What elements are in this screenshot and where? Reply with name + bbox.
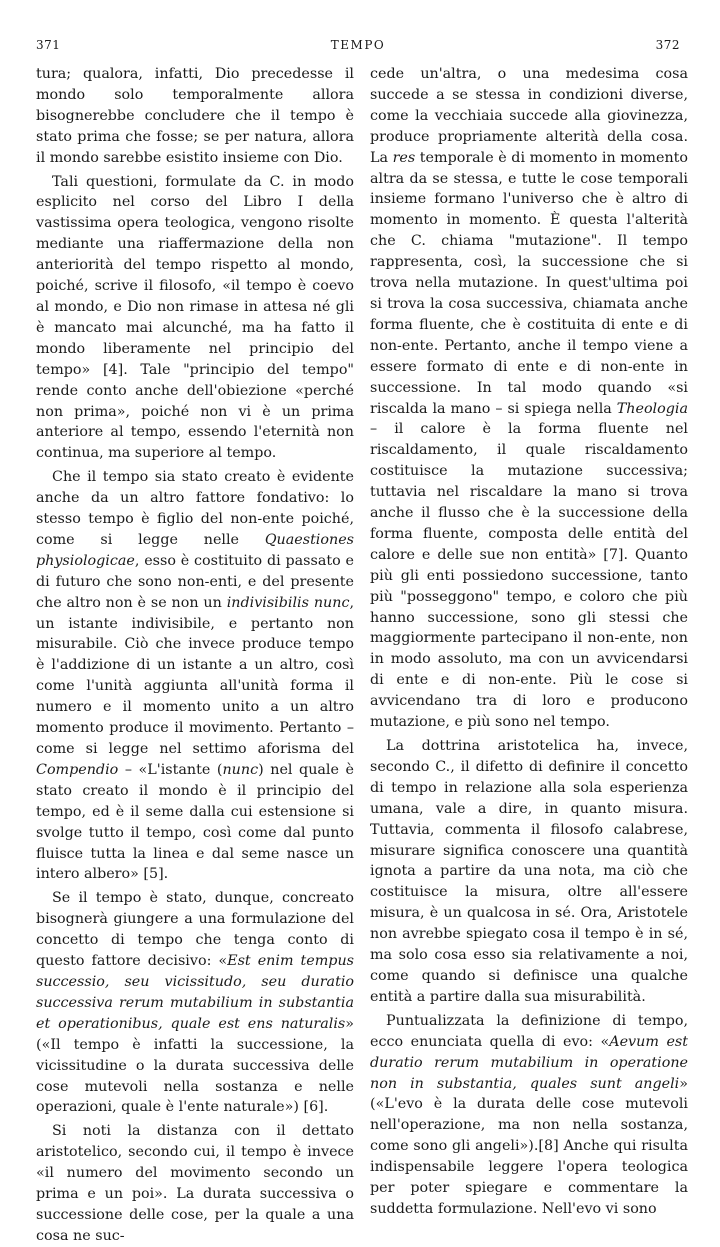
text-run: – «L'istante ( bbox=[118, 761, 223, 778]
paragraph bbox=[36, 888, 354, 1118]
running-title: TEMPO bbox=[330, 38, 386, 52]
paragraph bbox=[36, 172, 354, 465]
paragraph bbox=[36, 1121, 354, 1246]
italic-run: Quaestiones physiologicae bbox=[36, 531, 354, 569]
italic-run: Theologia bbox=[616, 400, 688, 417]
text-column-right bbox=[370, 64, 688, 1220]
paragraph bbox=[370, 736, 688, 1008]
running-header bbox=[36, 38, 680, 58]
page-number-left: 371 bbox=[36, 38, 61, 52]
text-run: Puntualizzata la definizione di tempo, ecco enunciata quella di evo: « bbox=[370, 1012, 688, 1050]
paragraph bbox=[370, 64, 688, 733]
page-number-right: 372 bbox=[655, 38, 680, 52]
text-column-left bbox=[36, 64, 354, 1247]
italic-run: res bbox=[392, 149, 416, 166]
italic-run: indivisibilis nunc bbox=[226, 594, 350, 611]
paragraph bbox=[370, 1011, 688, 1220]
text-run: Si noti la distanza con il dettato aristotelico, secondo cui, il tempo è invece «il numero del movimento secondo un prima e un poi». La durata successiva o successione delle cose, per la quale a una cosa ne suc- bbox=[36, 1123, 354, 1244]
paragraph bbox=[36, 467, 354, 885]
text-run: » («L'evo è la durata delle cose mutevoli nell'operazione, ma non nella sostanza, come sono gli angeli»).[8] Anche qui risulta indispensabile leggere l'opera teologica per poter spiegare e commentare la suddetta formulazione. Nell'evo vi sono bbox=[370, 1075, 688, 1217]
italic-run: nunc bbox=[222, 761, 259, 778]
text-run: » («Il tempo è infatti la successione, la vicissitudine o la durata successiva delle cose mutevoli nella sostanza e nelle operazioni, quale è l'ente naturale») [6]. bbox=[36, 1015, 354, 1116]
text-run: tura; qualora, infatti, Dio precedesse il mondo solo temporalmente allora bisognerebbe concludere che il tempo è stato prima che fosse; se per natura, allora il mondo sarebbe esistito insieme con Dio. bbox=[36, 66, 354, 166]
text-run: Se il tempo è stato, dunque, concreato bisognerà giungere a una formulazione del concetto di tempo che tenga conto di questo fattore decisivo: « bbox=[36, 890, 354, 970]
italic-run: Aevum est duratio rerum mutabilium in operatione non in substantia, quales sunt angeli bbox=[370, 1033, 688, 1092]
text-run: temporale è di momento in momento altra da se stessa, e tutte le cose temporali insieme formano l'universo che è altro di momento in momento. È questa l'alterità che C. chiama "mutazione". Il tempo rappresenta, così, la successione che si trova nella mutazione. In quest'ultima poi si trova la cosa successiva, chiamata anche forma fluente, che è costituita di ente e di non-ente. Pertanto, anche il tempo viene a essere formato di ente e di non-ente in successione. In tal modo quando «si riscalda la mano – si spiega nella bbox=[370, 149, 689, 417]
text-run: ) nel quale è stato creato il mondo è il principio del tempo, ed è il seme dalla cui estensione si svolge tutto il tempo, così come dal punto fluisce tutta la linea e dal seme nasce un intero albero» [5]. bbox=[36, 761, 354, 883]
italic-run: Est enim tempus successio, seu vicissitudo, seu duratio successiva rerum mutabilium in substantia et operationibus, quale est ens naturalis bbox=[36, 953, 354, 1032]
italic-run: Compendio bbox=[36, 761, 119, 778]
paragraph bbox=[36, 64, 354, 169]
text-run: La dottrina aristotelica ha, invece, secondo C., il difetto di definire il concetto di tempo in relazione alla sola esperienza umana, vale a dire, in quanto misura. Tuttavia, commenta il filosofo calabrese, misurare significa conoscere una quantità ignota a partire da una nota, ma ciò che costituisce la misura, oltre all'essere misura, è un qualcosa in sé. Ora, Aristotele non avrebbe spiegato cosa il tempo è in sé, ma solo cosa esso sia relativamente a noi, come quando si definisce una qualche entità a partire dalla sua misurabilità. bbox=[370, 738, 688, 1005]
text-run: , esso è costituito di passato e di futuro che sono non-enti, e del presente che altro non è se non un bbox=[36, 552, 354, 611]
text-run: , un istante indivisibile, e pertanto non misurabile. Ciò che invece produce tempo è l'addizione di un istante a un altro, così come l'unità aggiunta all'unità forma il numero e il momento unito a un altro momento produce il movimento. Pertanto – come si legge nel settimo aforisma del bbox=[36, 594, 354, 757]
text-run: Tali questioni, formulate da C. in modo esplicito nel corso del Libro I della vastissima opera teologica, vengono risolte mediante una riaffermazione della non anteriorità del tempo rispetto al mondo, poiché, scrive il filosofo, «il tempo è coevo al mondo, e Dio non rimase in attesa né gli è mancato mai alcunché, ma ha fatto il mondo liberamente nel principio del tempo» [4]. Tale "principio del tempo" rende conto anche dell'obiezione «perché non prima», poiché non vi è un prima anteriore al tempo, essendo l'eternità non continua, ma superiore al tempo. bbox=[36, 173, 354, 462]
text-run: – il calore è la forma fluente nel riscaldamento, il quale riscaldamento costituisce la mutazione successiva; tuttavia nel riscaldare la mano si trova anche il flusso che è la successione della forma fluente, composta delle entità del calore e delle sue non entità» [7]. Quanto più gli enti possiedono successione, tanto più "posseggono" tempo, e coloro che più hanno successione, sono gli stessi che maggiormente partecipano il non-ente, non in modo assoluto, ma con un avvicendarsi di ente e di non-ente. Più le cose si avvicendano tra di loro e producono mutazione, e più sono nel tempo. bbox=[370, 421, 688, 731]
text-run: Che il tempo sia stato creato è evidente anche da un altro fattore fondativo: lo stesso tempo è figlio del non-ente poiché, come si legge nelle bbox=[36, 469, 354, 548]
text-run: cede un'altra, o una medesima cosa succede a se stessa in condizioni diverse, come la vecchiaia succede alla giovinezza, produce propriamente alterità della cosa. La bbox=[370, 66, 688, 166]
